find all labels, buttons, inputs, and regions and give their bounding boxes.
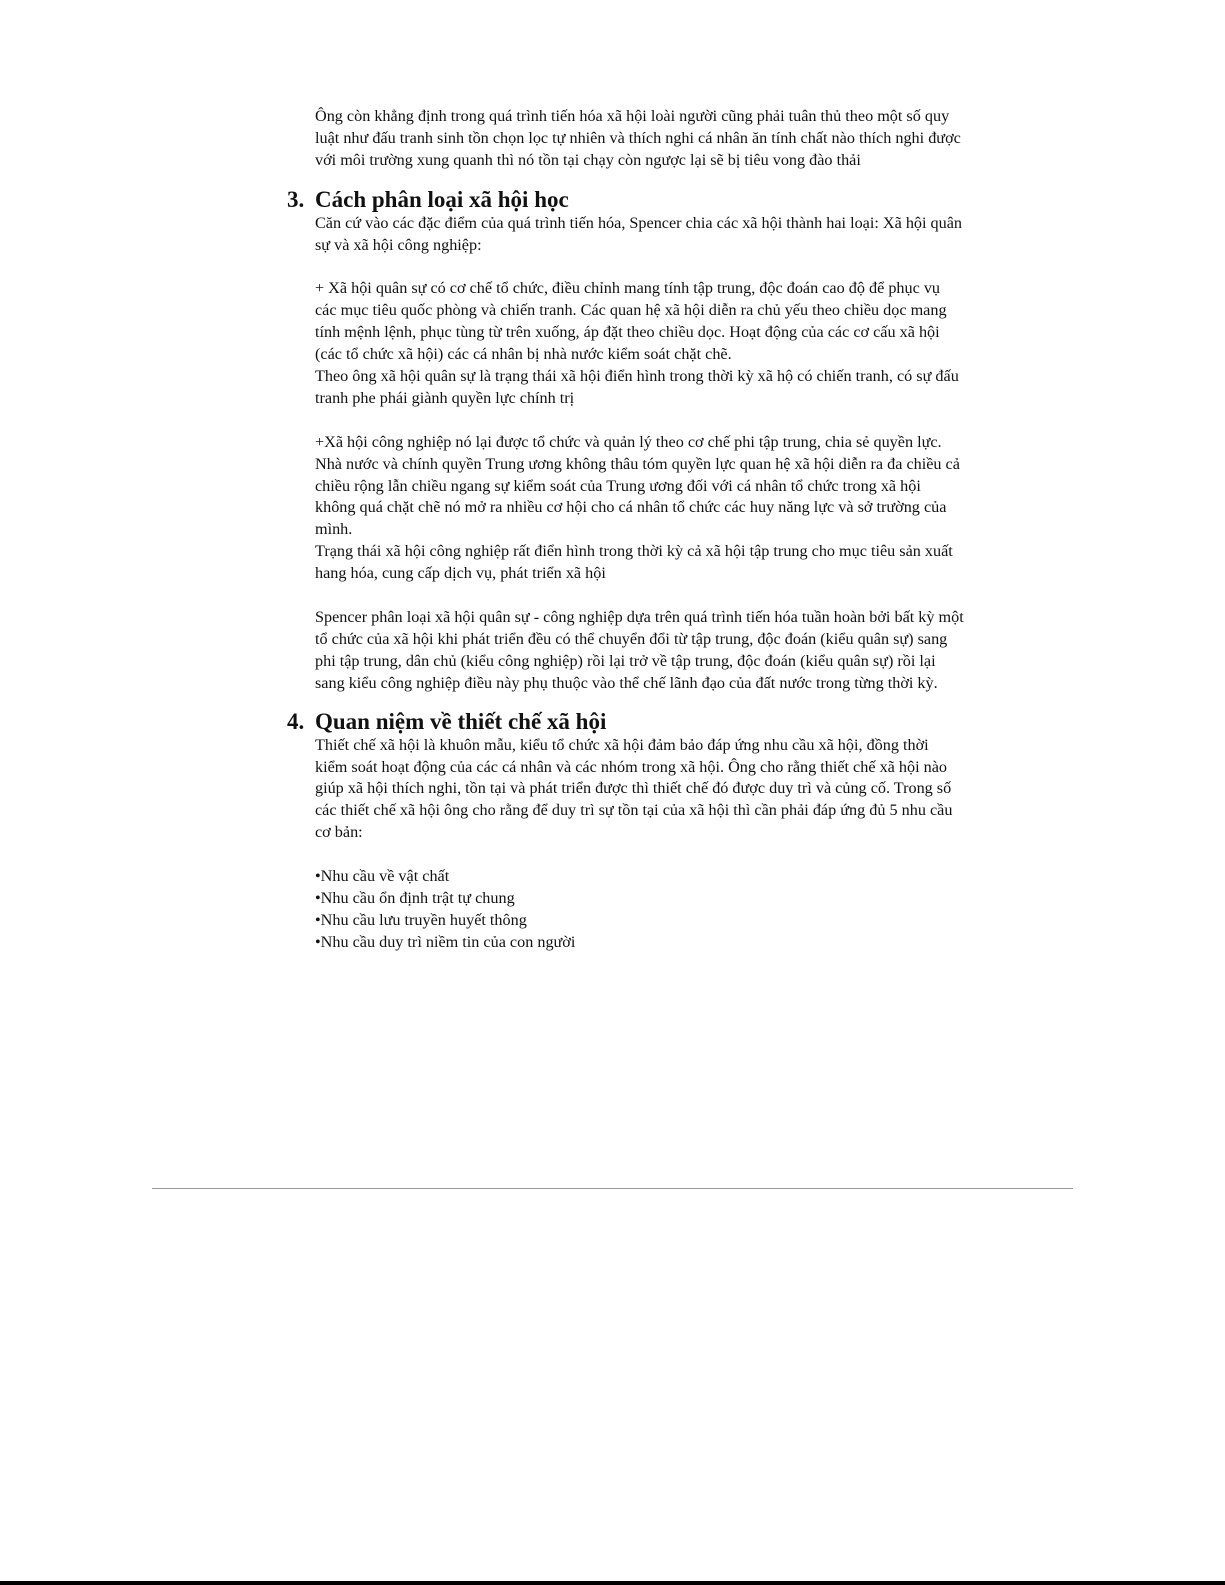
section-4-intro: Thiết chế xã hội là khuôn mẫu, kiểu tổ chức xã hội đảm bảo đáp ứng nhu cầu xã hội, đồng thời kiểm soát hoạt động của các cá nhân và các nhóm trong xã hội. Ông cho rằng thiết chế xã hội nào giúp xã hội thích nghi, tồn tại và phát triển được thì thiết chế đó được duy trì và củng cố. Trong số các thiết chế xã hội ông cho rằng để duy trì sự tồn tại của xã hội thì cần phải đáp ứng đủ 5 nhu cầu cơ bản: — [315, 735, 953, 842]
intro-paragraph: Ông còn khẳng định trong quá trình tiến hóa xã hội loài người cũng phải tuân thủ theo một số quy luật như đấu tranh sinh tồn chọn lọc tự nhiên và thích nghi cá nhân ăn tính chất nào thích nghi được với môi trường xung quanh thì nó tồn tại chạy còn ngược lại sẽ bị tiêu vong đào thải — [315, 107, 961, 169]
spacer — [315, 585, 965, 607]
industrial-society-note: Trạng thái xã hội công nghiệp rất điển hình trong thời kỳ cả xã hội tập trung cho mục tiêu sản xuất hang hóa, cung cấp dịch vụ, phát triển xã hội — [315, 542, 953, 583]
section-3-heading — [287, 187, 965, 213]
section-3-title: Cách phân loại xã hội học — [315, 186, 569, 212]
basic-needs-list — [315, 866, 965, 954]
list-item: • Nhu cầu về vật chất — [315, 866, 965, 888]
list-item: • Nhu cầu ổn định trật tự chung — [315, 888, 965, 910]
section-3-intro: Căn cứ vào các đặc điểm của quá trình tiến hóa, Spencer chia các xã hội thành hai loại: Xã hội quân sự và xã hội công nghiệp: — [315, 213, 963, 254]
list-item: • Nhu cầu duy trì niềm tin của con người — [315, 932, 965, 954]
spacer — [315, 844, 965, 866]
section-4-number: 4. — [287, 708, 305, 734]
list-item: • Nhu cầu lưu truyền huyết thông — [315, 910, 965, 932]
page-divider — [152, 1188, 1073, 1189]
spacer — [315, 257, 965, 279]
spacer — [315, 410, 965, 432]
industrial-society-paragraph: +Xã hội công nghiệp nó lại được tổ chức và quản lý theo cơ chế phi tập trung, chia sẻ quyền lực. Nhà nước và chính quyền Trung ương không thâu tóm quyền lực quan hệ xã hội diễn ra đa chiều cả chiều rộng lẫn chiều ngang sự kiểm soát của Trung ương đối với cá nhân tổ chức trong xã hội không quá chặt chẽ nó mở ra nhiều cơ hội cho cá nhân tổ chức các huy năng lực và sở trường của mình. — [315, 432, 960, 539]
military-society-paragraph: + Xã hội quân sự có cơ chế tổ chức, điều chỉnh mang tính tập trung, độc đoán cao độ để phục vụ các mục tiêu quốc phòng và chiến tranh. Các quan hệ xã hội diễn ra chủ yếu theo chiều dọc mang tính mệnh lệnh, phục tùng từ trên xuống, áp đặt theo chiều dọc. Hoạt động của các cơ cấu xã hội (các tổ chức xã hội) các cá nhân bị nhà nước kiểm soát chặt chẽ. — [315, 279, 947, 364]
section-3-number: 3. — [287, 186, 305, 212]
bottom-edge-bar — [0, 1581, 1225, 1585]
cyclical-evolution-paragraph: Spencer phân loại xã hội quân sự - công nghiệp dựa trên quá trình tiến hóa tuần hoàn bởi bất kỳ một tổ chức của xã hội khi phát triển đều có thể chuyển đổi từ tập trung, độc đoán (kiểu quân sự) sang phi tập trung, dân chủ (kiểu công nghiệp) rồi lại trở về tập trung, độc đoán (kiểu quân sự) rồi lại sang kiểu công nghiệp điều này phụ thuộc vào thể chế lãnh đạo của đất nước trong từng thời kỳ. — [315, 607, 964, 692]
section-4-heading — [287, 709, 965, 735]
document-body — [287, 106, 965, 954]
military-society-note: Theo ông xã hội quân sự là trạng thái xã hội điển hình trong thời kỳ xã hộ có chiến tranh, có sự đấu tranh phe phái giành quyền lực chính trị — [315, 367, 959, 407]
section-4-title: Quan niệm về thiết chế xã hội — [315, 708, 607, 734]
